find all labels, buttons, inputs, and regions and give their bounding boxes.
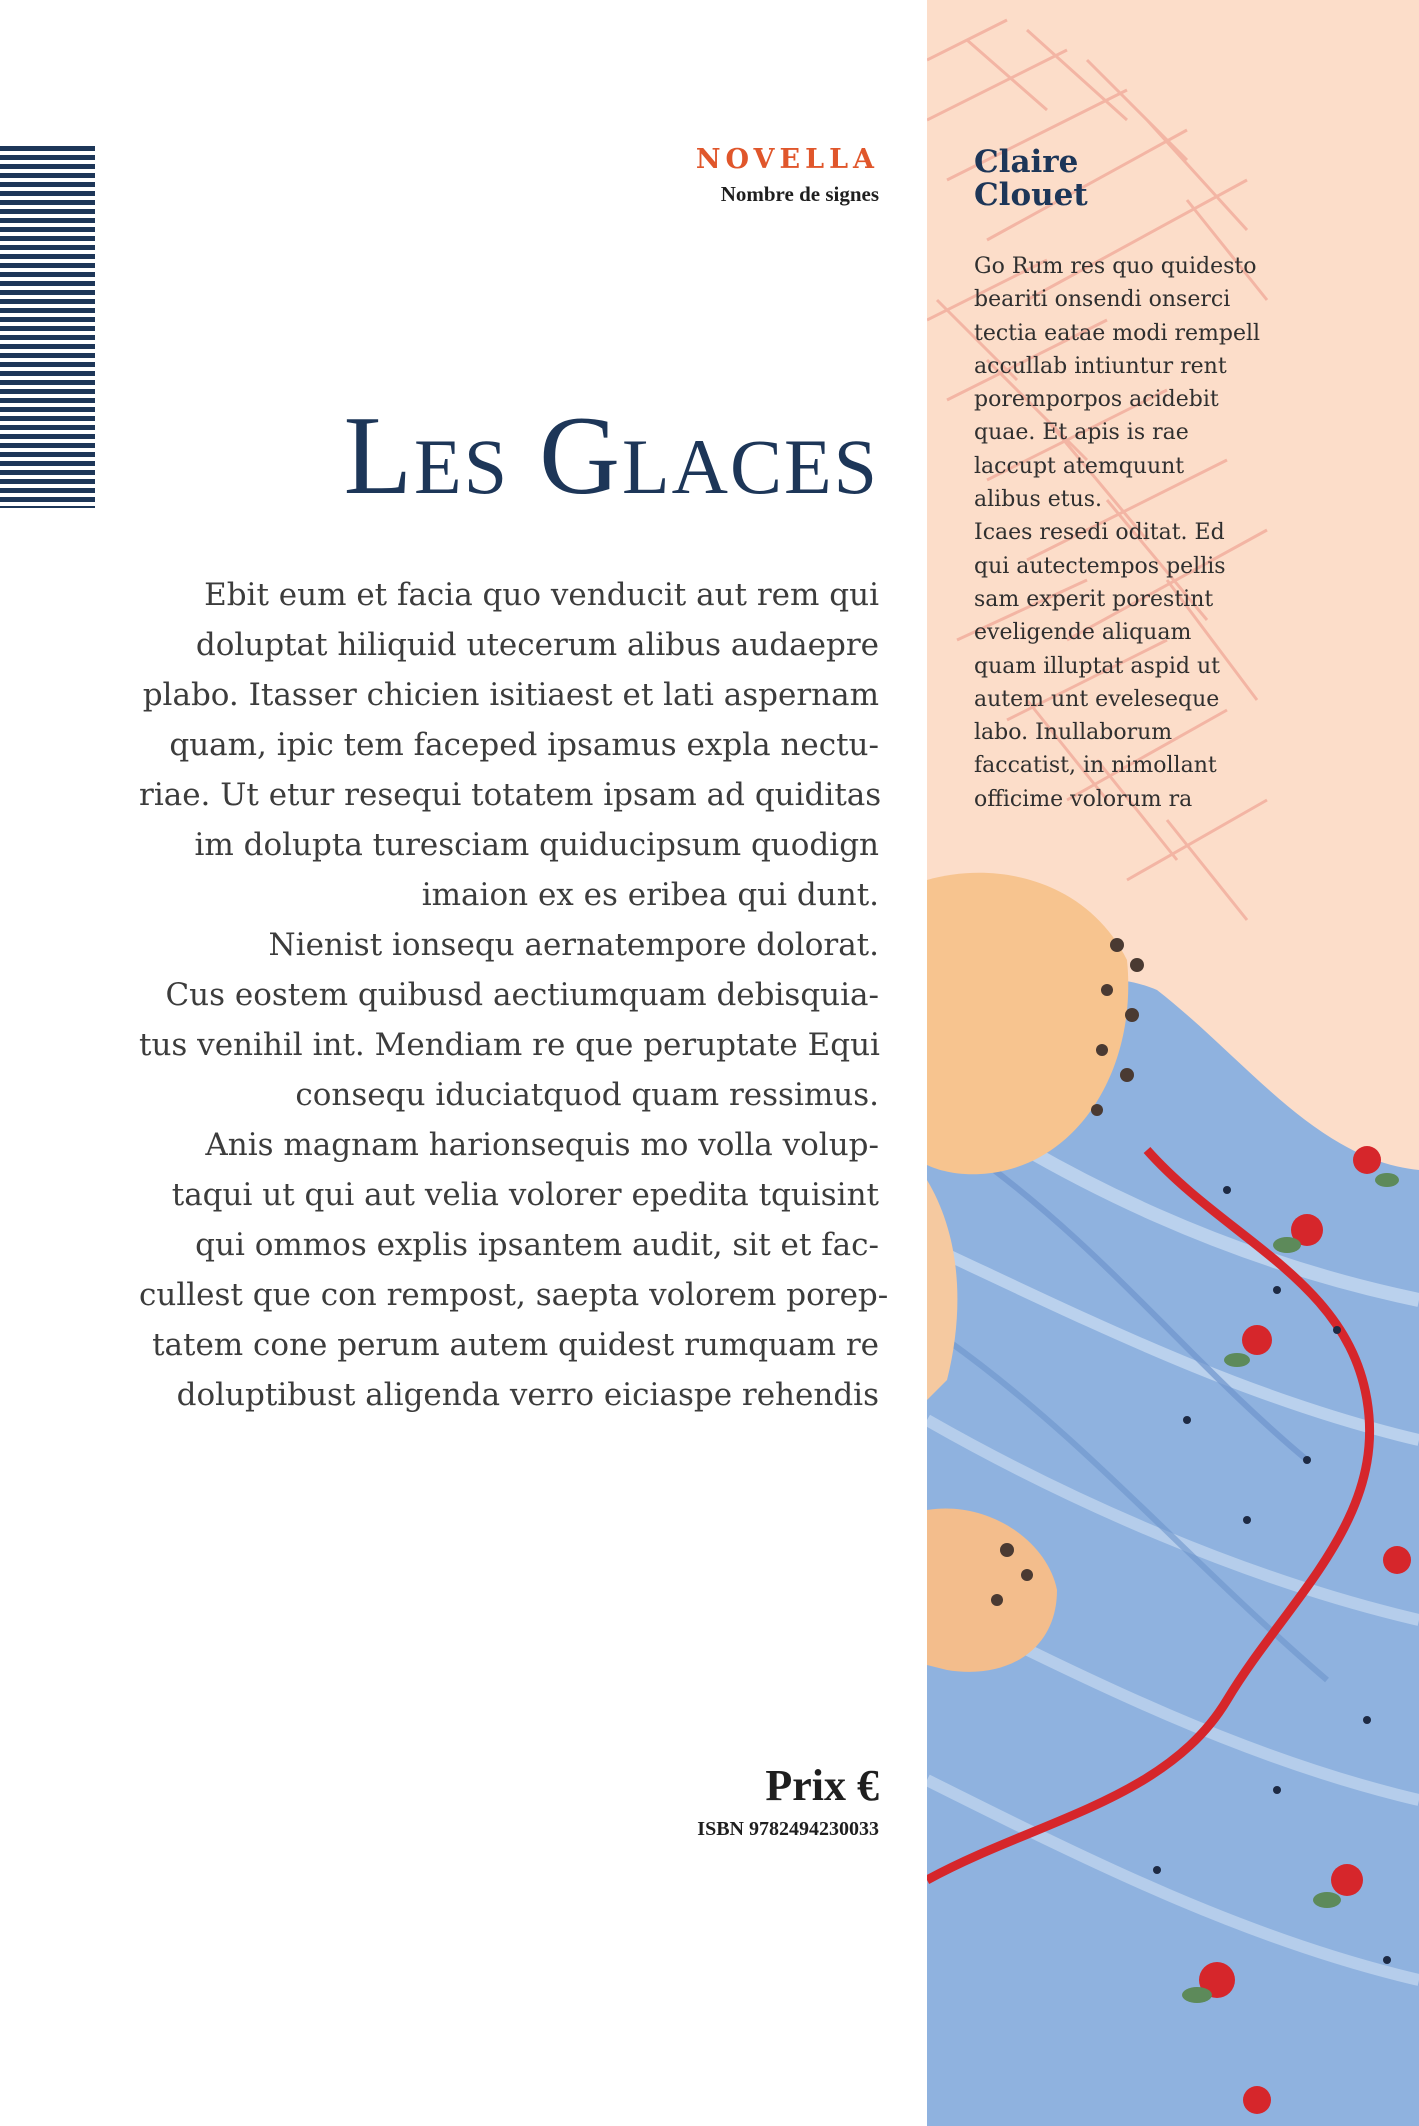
blurb-line: Ebit eum et facia quo venducit aut rem qui: [204, 577, 879, 613]
blurb-line: Anis magnam harionsequis mo volla volup-: [205, 1127, 879, 1163]
blurb-line: consequ iduciatquod quam ressimus.: [295, 1077, 879, 1113]
bio-line: laccupt atemquunt: [974, 453, 1185, 479]
author-name: [974, 146, 1088, 212]
back-cover-blurb: [139, 570, 889, 1420]
bio-line: quam illuptat aspid ut: [974, 653, 1220, 679]
book-title: Les Glaces: [343, 394, 879, 518]
blurb-line: taqui ut qui aut velia volorer epedita tquisint: [171, 1177, 879, 1213]
bio-line: labo. Inullaborum: [974, 720, 1173, 746]
character-count-label: Nombre de signes: [720, 182, 879, 206]
blurb-line: riae. Ut etur resequi totatem ipsam ad quiditas: [139, 777, 882, 813]
blurb-line: plabo. Itasser chicien isitiaest et lati aspernam: [142, 677, 879, 713]
blurb-line: Nienist ionsequ aernatempore dolorat.: [268, 927, 879, 963]
blurb-line: tatem cone perum autem quidest rumquam re: [152, 1327, 879, 1363]
blurb-line: Cus eostem quibusd aectiumquam debisquia-: [165, 977, 879, 1013]
barcode: [0, 146, 95, 508]
isbn-label: ISBN 9782494230033: [697, 1818, 879, 1840]
bio-line: poremporpos acidebit: [974, 387, 1219, 413]
author-bio: [974, 250, 1304, 816]
bio-line: sam experit porestint: [974, 586, 1214, 612]
genre-label: NOVELLA: [695, 144, 879, 175]
blurb-line: quam, ipic tem faceped ipsamus expla nectu-: [169, 727, 879, 763]
price-label: Prix €: [765, 1761, 879, 1810]
bio-line: eveligende aliquam: [974, 620, 1192, 646]
bio-line: quae. Et apis is rae: [974, 420, 1189, 446]
bio-line: Go Rum res quo quidesto: [974, 254, 1257, 279]
blurb-line: cullest que con rempost, saepta volorem porep-: [139, 1277, 889, 1313]
bio-line: Icaes resedi oditat. Ed: [974, 520, 1225, 546]
bio-line: autem unt eveleseque: [974, 686, 1220, 712]
bio-line: faccatist, in nimollant: [974, 753, 1217, 779]
blurb-line: qui ommos explis ipsantem audit, sit et fac-: [195, 1227, 879, 1263]
bio-line: alibus etus.: [974, 487, 1103, 513]
blurb-line: doluptibust aligenda verro eiciaspe rehendis: [176, 1377, 879, 1413]
bio-line: beariti onsendi onserci: [974, 287, 1231, 313]
bio-line: officime volorum ra: [974, 786, 1193, 812]
blurb-line: imaion ex es eribea qui dunt.: [421, 877, 879, 913]
blurb-line: doluptat hiliquid utecerum alibus audaepre: [195, 627, 879, 663]
author-first-name: Claire: [974, 144, 1079, 180]
author-last-name: Clouet: [974, 177, 1088, 213]
blurb-line: im dolupta turesciam quiducipsum quodign: [194, 827, 879, 863]
bio-line: tectia eatae modi rempell: [974, 320, 1261, 346]
blurb-line: tus venihil int. Mendiam re que peruptate Equi: [139, 1027, 880, 1063]
bio-line: qui autectempos pellis: [974, 553, 1226, 579]
bio-line: accullab intiuntur rent: [974, 353, 1227, 379]
